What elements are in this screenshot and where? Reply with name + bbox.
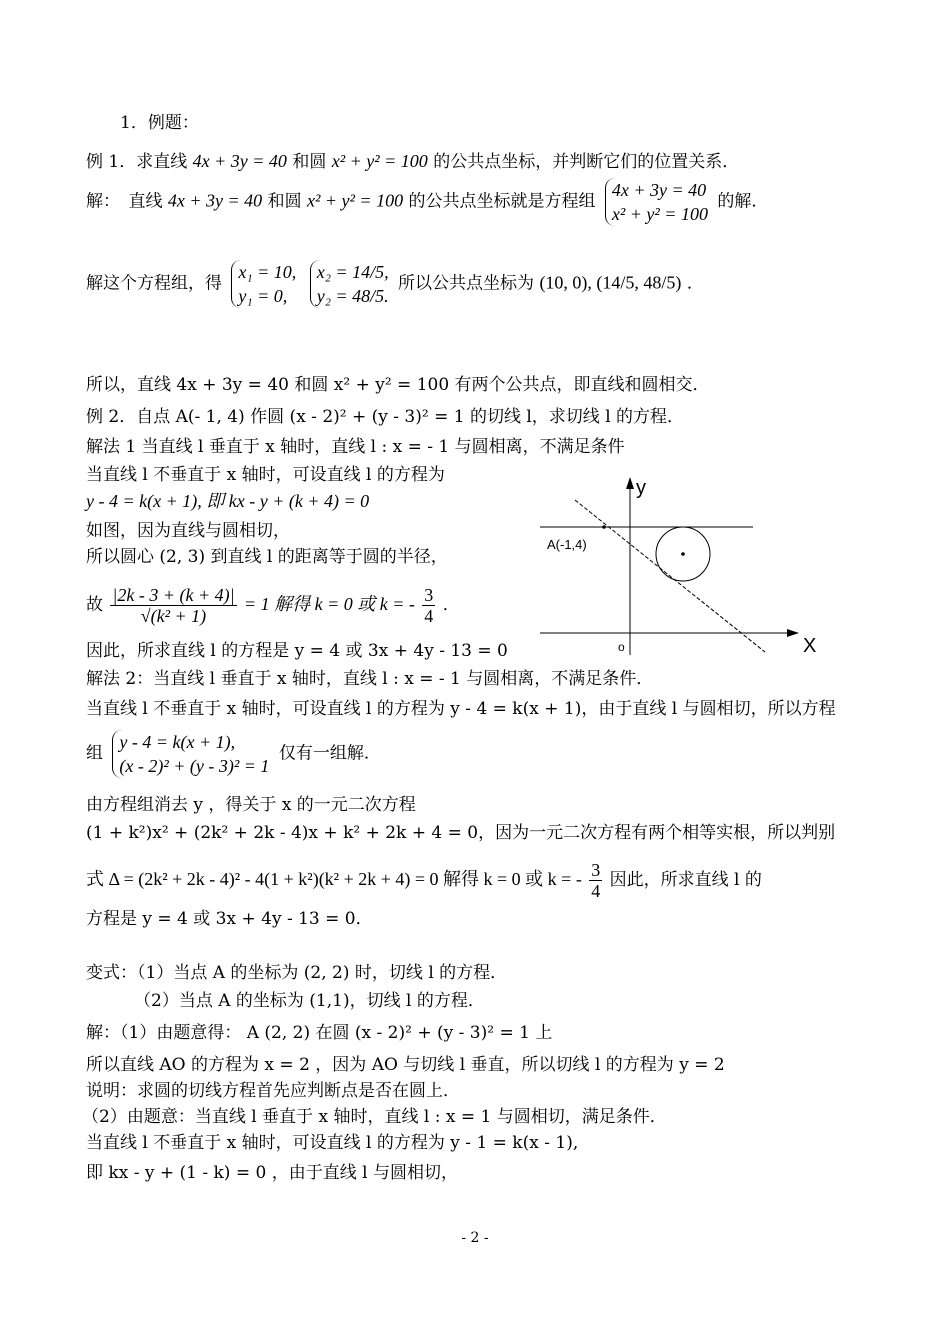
- distance-fraction: $\frac{|2k - 3 + (k + 4)|}{\text{√(k² + 1)}}$: [112, 585, 235, 626]
- origin-label: o: [618, 640, 625, 654]
- circle-equation: x² + y² = 100: [331, 151, 428, 171]
- section-heading: 1．例题：: [120, 113, 199, 133]
- tangent-figure: [535, 470, 825, 660]
- distance-equation: 故 $\frac{|2k - 3 + (k + 4)|}{\text{√(k² + 1)}}$ = 1 解得 k = 0 或 k = - $\frac{3}{4}$ ．: [86, 585, 460, 626]
- solution-1-line-2: 解这个方程组，得 x₁ = 10, y₁ = 0, x₂ = 14/5, y₂ = 48/5. 所以公共点坐标为 (10, 0), (14/5, 48/5) ．: [86, 262, 704, 306]
- variant-line-2: （2）当点 A 的坐标为 (1,1)，切线 l 的方程．: [134, 991, 485, 1011]
- method-2-discriminant: 式 Δ = (2k² + 2k - 4)² - 4(1 + k²)(k² + 2k + 4) = 0 解得 k = 0 或 k = - $\frac{3}{4}$ 因此，所求直线 l 的: [86, 860, 762, 901]
- k-fraction-2: $\frac{3}{4}$: [591, 860, 601, 901]
- point-a-label: A(-1,4): [547, 537, 587, 552]
- equation-system-1: 4x + 3y = 40 x² + y² = 100: [605, 178, 708, 226]
- method-1-line-2: 当直线 l 不垂直于 x 轴时，可设直线 l 的方程为: [86, 465, 445, 485]
- method-2-line-3: 由方程组消去 y ，得关于 x 的一元二次方程: [86, 795, 416, 815]
- x-axis-arrow-icon: [787, 629, 799, 637]
- solution-1-line-1: 解： 直线 4x + 3y = 40 和圆 x² + y² = 100 的公共点坐标就是方程组 4x + 3y = 40 x² + y² = 100 的解．: [86, 180, 769, 224]
- k-fraction: $\frac{3}{4}$: [424, 585, 434, 626]
- method-2-system: 组 y - 4 = k(x + 1), (x - 2)² + (y - 3)² = 1 仅有一组解．: [86, 732, 381, 776]
- variant-solution-1: 解：（1）由题意得： A (2, 2) 在圆 (x - 2)² + (y - 3)² = 1 上: [86, 1023, 553, 1043]
- variant-solution-4: 当直线 l 不垂直于 x 轴时，可设直线 l 的方程为 y - 1 = k(x - 1),: [86, 1133, 579, 1153]
- variant-line-1: 变式：（1）当点 A 的坐标为 (2, 2) 时，切线 l 的方程．: [86, 963, 508, 983]
- line-equation: 4x + 3y = 40: [192, 151, 287, 171]
- y-axis-label: y: [636, 477, 646, 499]
- method-2-conclusion: 方程是 y = 4 或 3x + 4y - 13 = 0．: [86, 909, 373, 929]
- variant-solution-3: （2）由题意：当直线 l 垂直于 x 轴时，直线 l : x = 1 与圆相切，满足条件．: [82, 1107, 667, 1127]
- circle-center: [681, 552, 685, 556]
- method-1-equation: y - 4 = k(x + 1), 即 kx - y + (k + 4) = 0: [86, 491, 370, 511]
- point-a: [602, 525, 606, 529]
- x-axis-label: X: [803, 635, 817, 657]
- variant-note: 说明：求圆的切线方程首先应判断点是否在圆上．: [86, 1081, 460, 1101]
- method-1-conclusion: 因此，所求直线 l 的方程是 y = 4 或 3x + 4y - 13 = 0: [86, 641, 508, 661]
- equation-system-2: y - 4 = k(x + 1), (x - 2)² + (y - 3)² = 1: [112, 730, 269, 778]
- example-1: 例 1．求直线 4x + 3y = 40 和圆 x² + y² = 100 的公共点坐标，并判断它们的位置关系．: [86, 151, 740, 172]
- method-2-line-2: 当直线 l 不垂直于 x 轴时，可设直线 l 的方程为 y - 4 = k(x + 1)，由于直线 l 与圆相切，所以方程: [86, 699, 836, 719]
- variant-solution-5: 即 kx - y + (1 - k) = 0 ，由于直线 l 与圆相切，: [86, 1163, 458, 1183]
- method-2-quadratic: (1 + k²)x² + (2k² + 2k - 4)x + k² + 2k + 4 = 0，因为一元二次方程有两个相等实根，所以判别: [86, 823, 836, 843]
- solution-set-2: x₂ = 14/5, y₂ = 48/5.: [310, 260, 389, 308]
- method-1-line-4: 所以圆心 (2, 3) 到直线 l 的距离等于圆的半径，: [86, 547, 448, 567]
- solution-set-1: x₁ = 10, y₁ = 0,: [231, 260, 296, 308]
- y-axis-arrow-icon: [626, 477, 634, 489]
- page-number: - 2 -: [461, 1230, 489, 1246]
- method-1-line-3: 如图，因为直线与圆相切，: [86, 521, 290, 541]
- solution-1-conclusion: 所以，直线 4x + 3y = 40 和圆 x² + y² = 100 有两个公共点，即直线和圆相交．: [86, 375, 710, 395]
- method-2-line-1: 解法 2：当直线 l 垂直于 x 轴时，直线 l : x = - 1 与圆相离，不满足条件．: [86, 669, 654, 689]
- variant-solution-2: 所以直线 AO 的方程为 x = 2 ，因为 AO 与切线 l 垂直，所以切线 l 的方程为 y = 2: [86, 1055, 725, 1075]
- tangent-line-sloped: [575, 500, 765, 652]
- method-1-line-1: 解法 1 当直线 l 垂直于 x 轴时，直线 l : x = - 1 与圆相离，不满足条件: [86, 437, 625, 457]
- example-2: 例 2．自点 A(- 1, 4) 作圆 (x - 2)² + (y - 3)² = 1 的切线 l，求切线 l 的方程．: [86, 407, 685, 427]
- intersection-points: (10, 0), (14/5, 48/5): [539, 272, 682, 293]
